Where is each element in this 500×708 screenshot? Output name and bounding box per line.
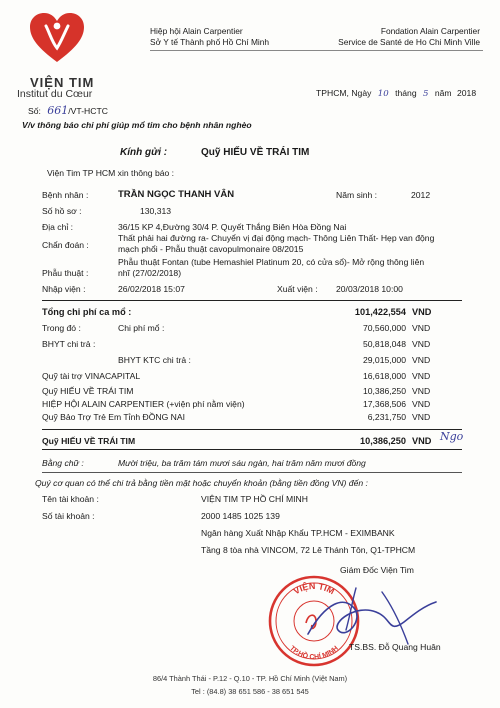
account-number-label: Số tài khoản : [42, 511, 95, 521]
place-date: TPHCM, Ngày 10 tháng 5 năm 2018 [316, 88, 477, 99]
file-label: Số hồ sơ : [42, 206, 82, 216]
bhyt-value: 50,818,048 [362, 339, 406, 349]
org-left-2: Sở Y tế Thành phố Hồ Chí Minh [150, 37, 270, 47]
words-label: Bằng chữ : [42, 458, 84, 468]
surgery-line-1: Phẫu thuật Fontan (tube Hemashiel Platinum 20, có cửa sổ)- Mở rộng thông liên [118, 257, 425, 267]
org-right-1: Fondation Alain Carpentier [380, 26, 480, 36]
costs-top-divider [42, 300, 462, 301]
diagnosis-line-2: mạch phổi - Phẫu thuật cavopulmonaire 08/2015 [118, 244, 304, 254]
due-bottom-divider [42, 449, 462, 450]
birth-year: 2012 [411, 190, 431, 200]
recipient: Quỹ HIẾU VỀ TRÁI TIM [201, 147, 310, 158]
bhyt-ktc-label: BHYT KTC chi trả : [118, 355, 191, 365]
vinacapital-label: Quỹ tài trợ VINACAPITAL [42, 371, 141, 381]
due-label: Quỹ HIẾU VỀ TRÁI TIM [42, 436, 136, 446]
hieu-vnd: VND [412, 386, 431, 396]
bank-top-divider [42, 472, 462, 473]
bhyt-ktc-vnd: VND [412, 355, 431, 365]
surgery-line-2: nhĩ (27/02/2018) [118, 268, 182, 278]
total-cost-vnd: VND [412, 307, 432, 317]
due-handwritten-note: Ngo [440, 430, 464, 443]
bhyt-ktc-value: 29,015,000 [362, 355, 406, 365]
address-label: Địa chỉ : [42, 222, 74, 232]
including-label: Trong đó : [42, 323, 81, 333]
bhyt-label: BHYT chi trả : [42, 339, 96, 349]
org-right-2: Service de Santé de Ho Chi Minh Ville [338, 37, 480, 47]
logo-subtitle: Institut du Cœur [17, 88, 93, 100]
signer-title: Giám Đốc Viện Tim [340, 565, 414, 575]
ref-number: Số: 661/VT-HCTC [28, 104, 108, 117]
surgery-cost-value: 70,560,000 [362, 323, 406, 333]
footer-address: 86/4 Thành Thái - P.12 - Q.10 - TP. Hồ Chí Minh (Việt Nam) [152, 674, 348, 683]
svg-text:VIỆN TIM: VIỆN TIM [291, 580, 337, 597]
baotro-value: 6,231,750 [367, 412, 406, 422]
bank-name: Ngân hàng Xuất Nhập Khẩu TP.HCM - EXIMBANK [201, 528, 395, 538]
surgery-cost-label: Chi phí mổ : [118, 323, 165, 333]
admission-date: 26/02/2018 15:07 [118, 284, 185, 294]
surgery-cost-vnd: VND [412, 323, 431, 333]
bank-note: Quý cơ quan có thể chi trả bằng tiền mặt hoặc chuyển khoản (bằng tiền đồng VN) đến : [35, 478, 368, 488]
signer-name: TS.BS. Đỗ Quang Huân [349, 642, 441, 652]
vinacapital-vnd: VND [412, 371, 431, 381]
surgery-label: Phẫu thuật : [42, 268, 89, 278]
account-name: VIỆN TIM TP HỒ CHÍ MINH [201, 494, 308, 504]
alain-label: HIỆP HỘI ALAIN CARPENTIER (+viện phí nằm viện) [42, 399, 245, 409]
diagnosis-label: Chẩn đoán : [42, 240, 89, 250]
file-number: 130,313 [140, 206, 172, 216]
baotro-label: Quỹ Bảo Trợ Trẻ Em Tỉnh ĐỒNG NAI [42, 412, 186, 422]
total-cost-value: 101,422,554 [354, 307, 406, 317]
hieu-label: Quỹ HIẾU VỀ TRÁI TIM [42, 386, 134, 396]
account-number: 2000 1485 1025 139 [201, 511, 280, 521]
alain-value: 17,368,506 [362, 399, 406, 409]
due-top-divider [42, 429, 462, 430]
discharge-date: 20/03/2018 10:00 [336, 284, 403, 294]
account-name-label: Tên tài khoản : [42, 494, 99, 504]
words-value: Mười triệu, ba trăm tám mươi sáu ngàn, hai trăm năm mươi đồng [118, 458, 366, 468]
discharge-label: Xuất viện : [277, 284, 318, 294]
org-left-1: Hiệp hội Alain Carpentier [150, 26, 243, 36]
logo-name: VIỆN TIM [30, 75, 95, 90]
patient-name-label: Bệnh nhân : [42, 190, 89, 200]
admission-label: Nhập viện : [42, 284, 86, 294]
greeting: Kính gửi : [120, 147, 168, 158]
intro-text: Viện Tim TP HCM xin thông báo : [47, 168, 175, 178]
svg-text:TP.HỒ CHÍ MINH: TP.HỒ CHÍ MINH [288, 644, 340, 662]
subject-line: V/v thông báo chi phí giúp mổ tim cho bệnh nhân nghèo [22, 120, 252, 130]
due-value: 10,386,250 [360, 436, 406, 446]
header-divider [150, 50, 483, 51]
footer-phone: Tel : (84.8) 38 651 586 - 38 651 545 [191, 687, 309, 696]
heart-logo-icon [28, 12, 86, 64]
alain-vnd: VND [412, 399, 431, 409]
vinacapital-value: 16,618,000 [362, 371, 406, 381]
address-value: 36/15 KP 4,Đường 30/4 P. Quyết Thắng Biên Hòa Đồng Nai [118, 222, 347, 232]
hieu-value: 10,386,250 [362, 386, 406, 396]
diagnosis-line-1: Thất phải hai đường ra- Chuyển vị đại động mạch- Thông Liên Thất- Hẹp van động [118, 233, 435, 243]
bhyt-vnd: VND [412, 339, 431, 349]
total-cost-label: Tổng chi phí ca mổ : [42, 307, 132, 317]
patient-name: TRẦN NGỌC THANH VÂN [118, 189, 235, 200]
baotro-vnd: VND [412, 412, 431, 422]
birth-label: Năm sinh : [336, 190, 378, 200]
bank-address: Tầng 8 tòa nhà VINCOM, 72 Lê Thánh Tôn, Q1-TPHCM [201, 545, 416, 555]
due-vnd: VND [412, 436, 432, 446]
